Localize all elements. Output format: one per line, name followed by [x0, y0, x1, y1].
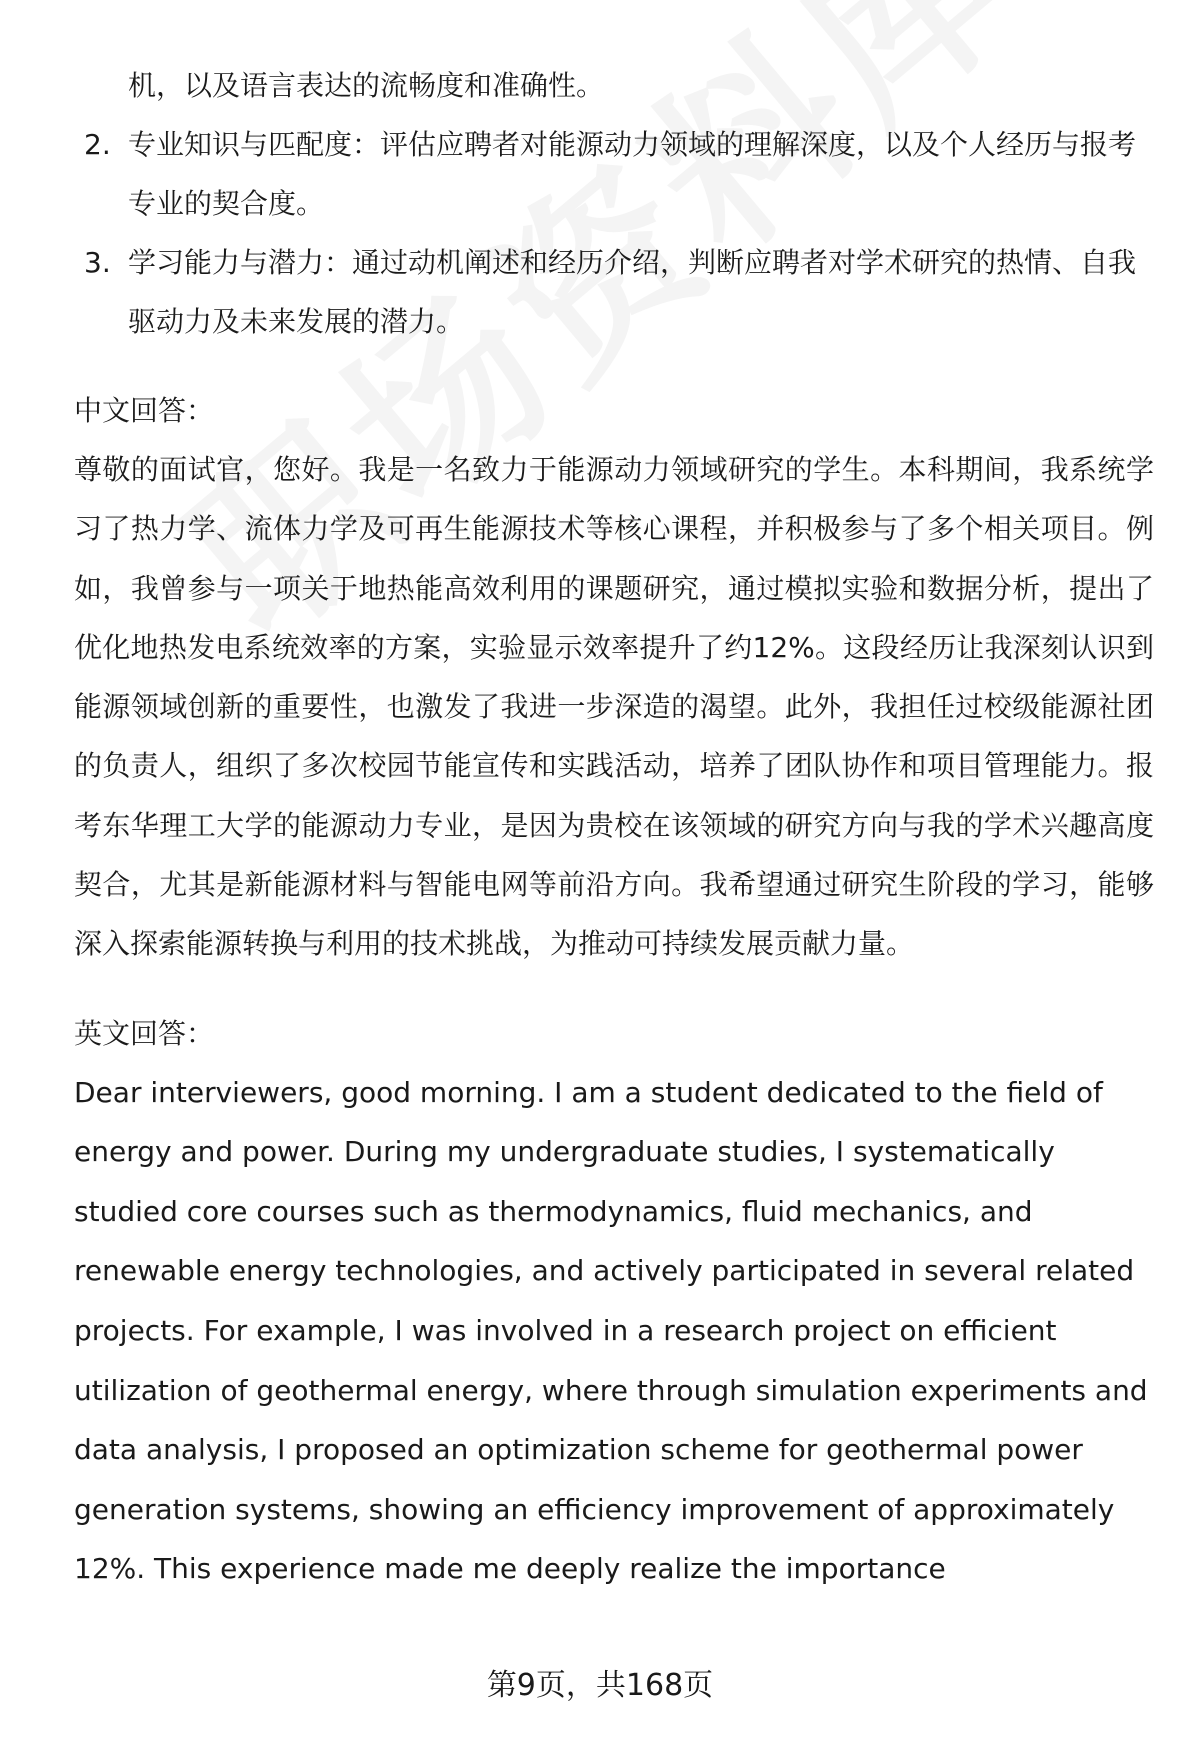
chinese-answer-heading: 中文回答： [74, 394, 215, 427]
chinese-answer-body: 尊敬的面试官，您好。我是一名致力于能源动力领域研究的学生。本科期间，我系统学习了热力学、流体力学及可再生能源技术等核心课程，并积极参与了多个相关项目。例如，我曾参与一项关于地热能高效利用的课题研究，通过模拟实验和数据分析，提出了优化地热发电系统效率的方案，实验显示效率提升了约12%。这段经历让我深刻认识到能源领域创新的重要性，也激发了我进一步深造的渴望。此外，我担任过校级能源社团的负责人，组织了多次校园节能宣传和实践活动，培养了团队协作和项目管理能力。报考东华理工大学的能源动力专业，是因为贵校在该领域的研究方向与我的学术兴趣高度契合，尤其是新能源材料与智能电网等前沿方向。我希望通过研究生阶段的学习，能够深入探索能源转换与利用的技术挑战，为推动可持续发展贡献力量。 [74, 453, 1154, 961]
english-answer-heading: 英文回答： [74, 1016, 215, 1050]
page-content [74, 56, 1154, 1599]
list-item [74, 115, 1154, 233]
criteria-list [74, 115, 1154, 351]
page-number-footer: 第9页，共168页 [486, 1668, 714, 1703]
list-item [74, 233, 1154, 351]
list-item-text: 专业知识与匹配度：评估应聘者对能源动力领域的理解深度，以及个人经历与报考专业的契合度。 [128, 128, 1137, 220]
continuation-line: 机，以及语言表达的流畅度和准确性。 [128, 69, 605, 102]
english-answer-body: Dear interviewers, good morning. I am a student dedicated to the field of energy and power. During my undergraduate studies, I systematically studied core courses such as thermodynamics, fluid mechanics, and renewable energy technologies, and actively participated in several related projects. For example, I was involved in a research project on efficient utilization of geothermal energy, where through simulation experiments and data analysis, I proposed an optimization scheme for geothermal power generation systems, showing an efficiency improvement of approximately 12%. This experience made me deeply realize the importance [74, 1075, 1148, 1586]
list-item-number: 2. [84, 128, 111, 161]
list-item-number: 3. [84, 246, 111, 279]
list-item-text: 学习能力与潜力：通过动机阐述和经历介绍，判断应聘者对学术研究的热情、自我驱动力及未来发展的潜力。 [128, 246, 1137, 338]
